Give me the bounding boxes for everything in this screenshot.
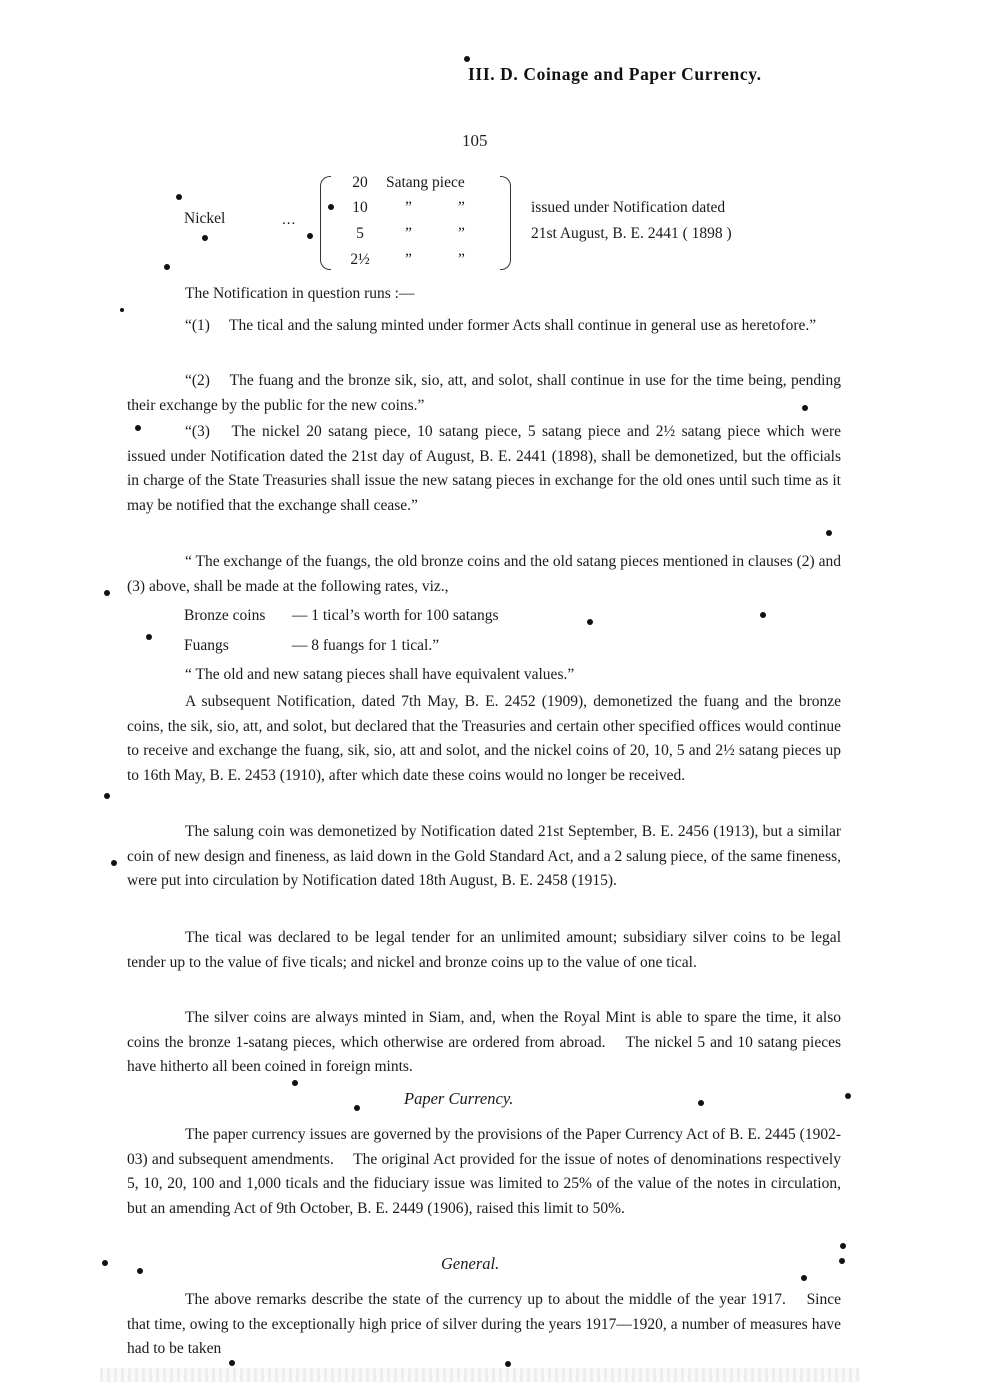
- salung-paragraph: The salung coin was demonetized by Notification dated 21st September, B. E. 2456 (1913), but a similar coin of new design and fineness, as laid down in the Gold Standard Act, and a 2 salung piece, of the same fineness, were put into circulation by Notification dated 18th August, B. E. 2458 (1915).: [127, 823, 841, 890]
- right-brace: [500, 176, 511, 270]
- scan-speck: [801, 1275, 807, 1281]
- scan-speck: [464, 56, 470, 62]
- ditto-mark: ”: [458, 251, 465, 268]
- coin-denomination: 5: [356, 225, 364, 242]
- clause-2: “(2) The fuang and the bronze sik, sio, att, and solot, shall continue in use for the time being, pending their exchange by the public for the new coins.”: [127, 372, 841, 414]
- scan-speck: [587, 619, 593, 625]
- page-number: 105: [462, 131, 488, 150]
- general-paragraph: The above remarks describe the state of the currency up to about the middle of the year 1917. Since that time, owing to the exceptionally high price of silver during the years 1917—1920, a number of measures have had to be taken: [127, 1291, 841, 1358]
- scan-speck: [120, 308, 124, 312]
- coin-denomination: 20: [352, 174, 368, 191]
- scan-speck: [292, 1080, 298, 1086]
- left-brace: [320, 176, 331, 270]
- clause-1: “(1) The tical and the salung minted under former Acts shall continue in general use as heretofore.”: [185, 317, 817, 334]
- scan-speck: [840, 1243, 846, 1249]
- rate-row-fuangs: [184, 637, 439, 655]
- scan-speck: [111, 860, 117, 866]
- scan-speck: [176, 194, 182, 200]
- rate-value: — 8 fuangs for 1 tical.”: [291, 637, 440, 654]
- scan-speck: [307, 233, 313, 239]
- ditto-mark: ”: [405, 251, 412, 268]
- paper-currency-heading: Paper Currency.: [404, 1089, 514, 1108]
- scan-speck: [698, 1100, 704, 1106]
- rate-label: Bronze coins: [184, 607, 266, 624]
- notification-intro: The Notification in question runs :—: [185, 285, 415, 302]
- minting-paragraph: The silver coins are always minted in Siam, and, when the Royal Mint is able to spare the time, it also coins the bronze 1-satang pieces, which otherwise are ordered from abroad. The nickel 5 and 10 satang pieces have hitherto all been coined in foreign mints.: [127, 1009, 841, 1076]
- scan-speck: [104, 793, 110, 799]
- coin-row: [340, 225, 500, 247]
- rate-label: Fuangs: [184, 637, 229, 654]
- ditto-mark: ”: [458, 199, 465, 216]
- leader-dots: ...: [282, 212, 297, 228]
- scan-speck: [202, 235, 208, 241]
- general-heading: General.: [441, 1254, 500, 1273]
- scan-speck: [826, 530, 832, 536]
- ditto-mark: ”: [405, 225, 412, 242]
- coin-unit: Satang piece: [386, 174, 465, 191]
- issued-note-line2: 21st August, B. E. 2441 ( 1898 ): [531, 225, 732, 242]
- scan-speck: [802, 405, 808, 411]
- scan-speck: [102, 1260, 108, 1266]
- scan-speck: [839, 1258, 845, 1264]
- scan-speck: [505, 1361, 511, 1367]
- scan-speck: [137, 1268, 143, 1274]
- scan-smudge: [100, 1368, 860, 1382]
- rate-value: — 1 tical’s worth for 100 satangs: [291, 607, 499, 624]
- rate-row-bronze: [184, 607, 499, 625]
- coin-row: [340, 199, 500, 221]
- coin-denomination: 10: [352, 199, 368, 216]
- scan-speck: [354, 1105, 360, 1111]
- scan-speck: [146, 634, 152, 640]
- scan-speck: [845, 1093, 851, 1099]
- scan-speck: [135, 425, 141, 431]
- exchange-intro: “ The exchange of the fuangs, the old bronze coins and the old satang pieces mentioned in clauses (2) and (3) above, shall be made at the following rates, viz.,: [127, 553, 841, 595]
- ditto-mark: ”: [405, 199, 412, 216]
- scan-speck: [760, 612, 766, 618]
- coin-row: [340, 174, 500, 196]
- scan-speck: [328, 204, 334, 210]
- issued-note-line1: issued under Notification dated: [531, 199, 726, 216]
- clause-3: “(3) The nickel 20 satang piece, 10 satang piece, 5 satang piece and 2½ satang piece which were issued under Notification dated the 21st day of August, B. E. 2441 (1898), shall be demonetized, but the officials in charge of the State Treasuries shall issue the new satang pieces in exchange for the old ones until such time as it may be notified that the exchange shall cease.”: [127, 423, 841, 514]
- equivalent-values: “ The old and new satang pieces shall have equivalent values.”: [185, 666, 575, 683]
- subsequent-notification: A subsequent Notification, dated 7th May, B. E. 2452 (1909), demonetized the fuang and the bronze coins, the sik, sio, att, and solot, but declared that the Treasuries and certain other specified offices would continue to receive and exchange the fuang, sik, sio, att and solot, and the nickel coins of 20, 10, 5 and 2½ satang pieces up to 16th May, B. E. 2453 (1910), after which date these coins would no longer be received.: [127, 693, 841, 784]
- ditto-mark: ”: [458, 225, 465, 242]
- scan-speck: [229, 1360, 235, 1366]
- nickel-label: Nickel: [184, 210, 226, 227]
- coin-row: [340, 251, 500, 273]
- scan-speck: [164, 264, 170, 270]
- legal-tender-paragraph: The tical was declared to be legal tender for an unlimited amount; subsidiary silver coins to be legal tender up to the value of five ticals; and nickel and bronze coins up to the value of one tical.: [127, 929, 841, 971]
- running-title: III. D. Coinage and Paper Currency.: [468, 64, 762, 84]
- scan-speck: [104, 590, 110, 596]
- paper-currency-paragraph: The paper currency issues are governed by the provisions of the Paper Currency Act of B. E. 2445 (1902-03) and subsequent amendments. The original Act provided for the issue of notes of denominations respectively 5, 10, 20, 100 and 1,000 ticals and the fiduciary issue was limited to 25% of the value of the notes in circulation, but an amending Act of 9th October, B. E. 2449 (1906), raised this limit to 50%.: [127, 1126, 841, 1217]
- coin-denomination: 2½: [350, 251, 370, 268]
